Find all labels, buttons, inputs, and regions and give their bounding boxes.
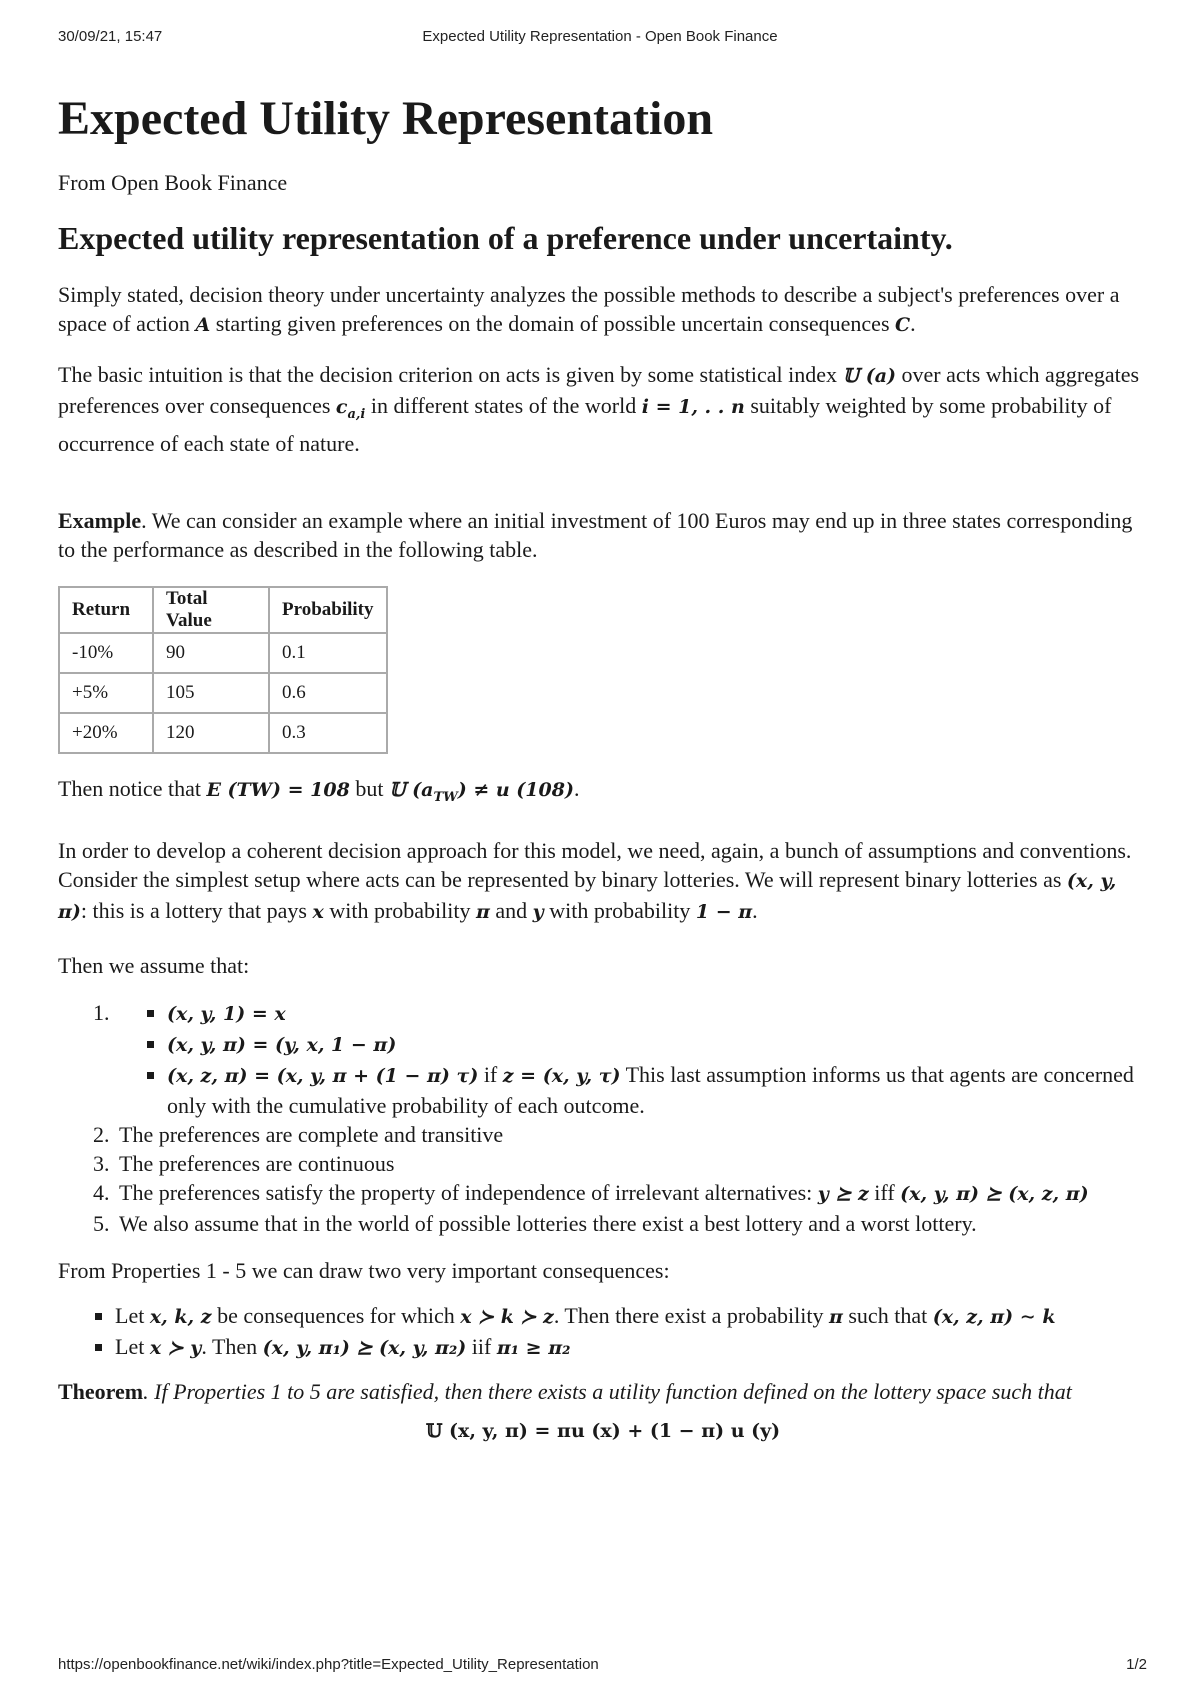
list-item: ▪ Let x ≻ y. Then (x, y, π₁) ⪰ (x, y, π₂) iif π₁ ≥ π₂	[115, 1332, 1148, 1363]
math-consequences: C	[895, 314, 911, 336]
table-cell: 0.6	[269, 673, 387, 713]
notice-paragraph: Then notice that E (TW) = 108 but 𝕌 $(a_{TW}) \ne u$ (108).	[58, 775, 580, 805]
list-item: ▪ (x, y, π) = (y, x, 1 − π)	[167, 1029, 1148, 1060]
math-action-space: A	[195, 314, 211, 336]
table-cell: +20%	[59, 713, 153, 753]
print-datetime: 30/09/21, 15:47	[58, 28, 163, 45]
math-utility-index: 𝕌 (a)	[842, 365, 896, 387]
list-item: 5. We also assume that in the world of possible lotteries there exist a best lottery and a worst lottery.	[115, 1209, 1148, 1238]
table-header-cell: Total Value	[153, 587, 269, 633]
table-cell: 90	[153, 633, 269, 673]
section-heading: Expected utility representation of a preference under uncertainty.	[58, 220, 953, 256]
table-header-cell: Probability	[269, 587, 387, 633]
page-source: From Open Book Finance	[58, 170, 288, 195]
table-row	[59, 633, 387, 673]
intuition-paragraph: The basic intuition is that the decision criterion on acts is given by some statistical index 𝕌 (a) over acts which aggregates preferences over consequences $c_{a,i}$ in different states of the world i = 1, . . n suitably weighted by some probability of occurrence of each state of nature.	[58, 362, 1140, 456]
intro-paragraph: Simply stated, decision theory under uncertainty analyzes the possible methods to describe a subject's preferences over a space of action A starting given preferences on the domain of possible uncertain consequences C.	[58, 282, 1120, 336]
list-item: ▪ (x, z, π) = (x, y, π + (1 − π) τ) if z = (x, y, τ) This last assumption informs us that agents are concerned only with the cumulative probability of each outcome.	[167, 1060, 1148, 1120]
article-content	[58, 88, 1148, 1443]
list-item: ▪ 1. (x, y, 1) = x	[167, 998, 1148, 1029]
math-expected-value: E (TW) = 108	[206, 778, 350, 801]
returns-table	[58, 586, 388, 754]
print-url: https://openbookfinance.net/wiki/index.php?title=Expected_Utility_Representation	[58, 1656, 599, 1673]
table-cell: -10%	[59, 633, 153, 673]
page-title: Expected Utility Representation	[58, 92, 714, 145]
math-consequence-c: $c_{a,i}$	[335, 396, 366, 422]
example-label: Example	[58, 507, 142, 533]
math-lottery: (x, y, π)	[58, 869, 1117, 923]
math-states: i = 1, . . n	[641, 396, 745, 418]
math-utility-inequality: 𝕌 $(a_{TW}) \ne u$ (108)	[388, 778, 574, 805]
consequences-intro: From Properties 1 - 5 we can draw two very important consequences:	[58, 1257, 670, 1283]
table-cell: 0.3	[269, 713, 387, 753]
table-cell: 105	[153, 673, 269, 713]
table-cell: 120	[153, 713, 269, 753]
list-item: 3. The preferences are continuous	[115, 1149, 1148, 1178]
list-item	[115, 998, 1148, 1120]
table-row	[59, 713, 387, 753]
assumptions-intro: Then we assume that:	[58, 952, 250, 978]
theorem-paragraph: Theorem. If Properties 1 to 5 are satisfied, then there exists a utility function defined on the lottery space such that	[58, 1378, 1072, 1404]
assumptions-list	[58, 998, 1148, 1238]
table-row	[59, 673, 387, 713]
print-page-title: Expected Utility Representation - Open Book Finance	[422, 28, 778, 45]
lottery-paragraph: In order to develop a coherent decision approach for this model, we need, again, a bunch of assumptions and conventions. Consider the simplest setup where acts can be represented by binary lotteries. We will represent binary lotteries as (x, y, π): this is a lottery that pays x with probability π and y with probability 1 − π.	[58, 837, 1132, 923]
list-item: ▪ Let x, k, z be consequences for which x ≻ k ≻ z. Then there exist a probability π such that (x, z, π) ∼ k	[115, 1301, 1148, 1332]
table-cell: 0.1	[269, 633, 387, 673]
example-paragraph: Example. We can consider an example where an initial investment of 100 Euros may end up in three states corresponding to the performance as described in the following table.	[58, 507, 1133, 562]
print-page-number: 1/2	[1126, 1656, 1147, 1673]
list-item: 2. The preferences are complete and transitive	[115, 1120, 1148, 1149]
sub-list	[119, 998, 1148, 1120]
consequences-list	[58, 1301, 1148, 1363]
list-item: 4. The preferences satisfy the property of independence of irrelevant alternatives: y ⪰ z iff (x, y, π) ⪰ (x, z, π)	[115, 1178, 1148, 1209]
table-header-row	[59, 587, 387, 633]
table-header-cell: Return	[59, 587, 153, 633]
table-cell: +5%	[59, 673, 153, 713]
theorem-formula: 𝕌 (x, y, π) = πu (x) + (1 − π) u (y)	[425, 1419, 781, 1442]
theorem-label: Theorem	[58, 1378, 144, 1404]
